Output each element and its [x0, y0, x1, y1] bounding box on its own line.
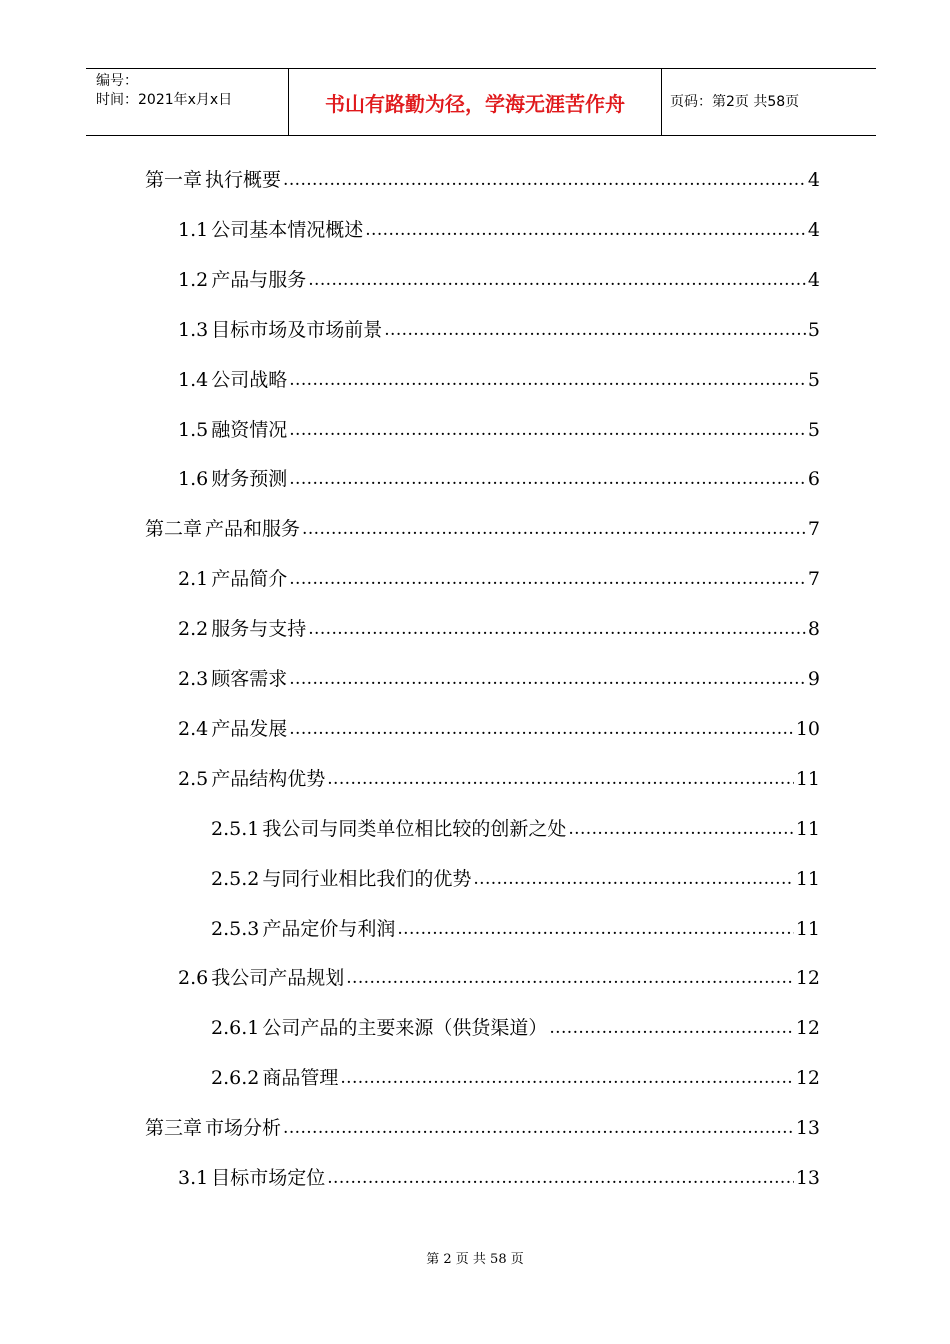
toc-entry-number: 2.2 [178, 618, 209, 640]
toc-entry-number: 2.5.1 [211, 818, 260, 840]
toc-entry-page: 8 [807, 618, 820, 640]
toc-dot-leader [384, 318, 806, 342]
toc-entry-number: 1.2 [178, 269, 209, 291]
toc-entry[interactable] [178, 461, 820, 491]
time-label: 时间：2021年x月x日 [96, 92, 233, 108]
toc-entry-page: 11 [795, 818, 820, 840]
toc-dot-leader [289, 467, 806, 491]
toc-dot-leader [302, 517, 806, 541]
toc-entry-title: 公司产品的主要来源（供货渠道） [262, 1017, 548, 1039]
toc-entry-title: 产品发展 [211, 718, 288, 740]
toc-dot-leader [568, 817, 793, 841]
toc-entry-number: 2.3 [178, 668, 209, 690]
toc-entry-page: 9 [807, 668, 820, 690]
toc-entry-number: 1.1 [178, 219, 209, 241]
toc-dot-leader [308, 268, 806, 292]
toc-entry-number: 1.3 [178, 319, 209, 341]
number-label: 编号： [96, 73, 138, 89]
toc-entry[interactable] [178, 312, 820, 342]
toc-entry-page: 5 [807, 419, 820, 441]
toc-dot-leader [283, 168, 806, 192]
header-info-cell [86, 69, 288, 135]
toc-entry-page: 4 [807, 169, 820, 191]
toc-entry[interactable] [211, 1010, 820, 1040]
toc-entry[interactable] [178, 1160, 820, 1190]
toc-entry-title: 产品结构优势 [211, 768, 326, 790]
toc-dot-leader [327, 1166, 794, 1190]
page-header [86, 68, 876, 136]
toc-entry-number: 第一章 [145, 169, 203, 191]
toc-entry[interactable] [145, 162, 820, 192]
toc-entry-title: 目标市场及市场前景 [211, 319, 383, 341]
toc-entry-title: 我公司与同类单位相比较的创新之处 [262, 818, 567, 840]
toc-entry-page: 4 [807, 219, 820, 241]
toc-dot-leader [289, 667, 806, 691]
toc-dot-leader [549, 1016, 793, 1040]
header-page-label: 页码：第2页 共58页 [670, 93, 800, 110]
header-page-cell [662, 69, 876, 135]
toc-entry-number: 2.1 [178, 568, 209, 590]
motto-text: 书山有路勤为径，学海无涯苦作舟 [325, 91, 625, 116]
toc-dot-leader [289, 368, 806, 392]
header-motto-cell [288, 69, 662, 135]
toc-entry-number: 1.5 [178, 419, 209, 441]
toc-entry-title: 财务预测 [211, 468, 288, 490]
toc-entry[interactable] [178, 212, 820, 242]
toc-entry-title: 顾客需求 [211, 668, 288, 690]
toc-entry-page: 11 [795, 868, 820, 890]
toc-entry-page: 12 [795, 967, 820, 989]
toc-entry[interactable] [211, 861, 820, 891]
toc-entry-title: 产品简介 [211, 568, 288, 590]
toc-entry-title: 市场分析 [205, 1117, 282, 1139]
toc-dot-leader [289, 567, 806, 591]
toc-dot-leader [289, 717, 794, 741]
toc-entry-title: 执行概要 [205, 169, 282, 191]
toc-entry[interactable] [178, 611, 820, 641]
toc-entry-page: 11 [795, 918, 820, 940]
toc-entry-number: 2.5.3 [211, 918, 260, 940]
toc-entry[interactable] [178, 561, 820, 591]
toc-entry-title: 产品与服务 [211, 269, 307, 291]
toc-dot-leader [473, 867, 793, 891]
toc-entry[interactable] [211, 811, 820, 841]
toc-entry[interactable] [178, 661, 820, 691]
toc-entry[interactable] [178, 711, 820, 741]
toc-entry[interactable] [211, 1060, 820, 1090]
toc-entry-page: 13 [795, 1167, 820, 1189]
toc-entry-number: 2.6.2 [211, 1067, 260, 1089]
toc-entry-number: 1.6 [178, 468, 209, 490]
toc-entry-title: 目标市场定位 [211, 1167, 326, 1189]
toc-entry-page: 6 [807, 468, 820, 490]
toc-dot-leader [365, 218, 806, 242]
toc-entry[interactable] [178, 262, 820, 292]
toc-entry-number: 第二章 [145, 518, 203, 540]
toc-entry[interactable] [178, 960, 820, 990]
toc-entry[interactable] [211, 911, 820, 941]
toc-entry-title: 产品和服务 [205, 518, 301, 540]
toc-entry-title: 服务与支持 [211, 618, 307, 640]
toc-entry-page: 5 [807, 369, 820, 391]
toc-entry-page: 10 [795, 718, 820, 740]
toc-entry[interactable] [178, 362, 820, 392]
toc-entry-page: 7 [807, 518, 820, 540]
toc-entry-number: 2.6.1 [211, 1017, 260, 1039]
toc-entry-number: 1.4 [178, 369, 209, 391]
toc-dot-leader [289, 418, 806, 442]
toc-entry-title: 融资情况 [211, 419, 288, 441]
toc-dot-leader [397, 917, 793, 941]
toc-entry-title: 我公司产品规划 [211, 967, 345, 989]
toc-entry-title: 与同行业相比我们的优势 [262, 868, 472, 890]
toc-entry[interactable] [178, 761, 820, 791]
toc-entry-page: 12 [795, 1067, 820, 1089]
toc-entry-title: 公司战略 [211, 369, 288, 391]
toc-entry[interactable] [145, 1110, 820, 1140]
toc-entry-number: 2.5 [178, 768, 209, 790]
toc-dot-leader [340, 1066, 793, 1090]
toc-dot-leader [346, 966, 794, 990]
toc-entry-page: 11 [795, 768, 820, 790]
toc-entry-number: 2.6 [178, 967, 209, 989]
toc-entry-page: 12 [795, 1017, 820, 1039]
toc-entry-number: 2.5.2 [211, 868, 260, 890]
toc-entry-number: 3.1 [178, 1167, 209, 1189]
toc-entry-title: 公司基本情况概述 [211, 219, 364, 241]
toc-entry-page: 7 [807, 568, 820, 590]
toc-dot-leader [327, 767, 794, 791]
toc-entry-title: 商品管理 [262, 1067, 339, 1089]
toc-dot-leader [283, 1116, 794, 1140]
toc-entry-title: 产品定价与利润 [262, 918, 396, 940]
toc-entry[interactable] [178, 412, 820, 442]
toc-entry-page: 4 [807, 269, 820, 291]
toc-entry-page: 13 [795, 1117, 820, 1139]
page-footer: 第 2 页 共 58 页 [426, 1252, 524, 1267]
toc-dot-leader [308, 617, 806, 641]
toc-entry-page: 5 [807, 319, 820, 341]
toc-entry-number: 2.4 [178, 718, 209, 740]
toc-entry[interactable] [145, 511, 820, 541]
toc-entry-number: 第三章 [145, 1117, 203, 1139]
